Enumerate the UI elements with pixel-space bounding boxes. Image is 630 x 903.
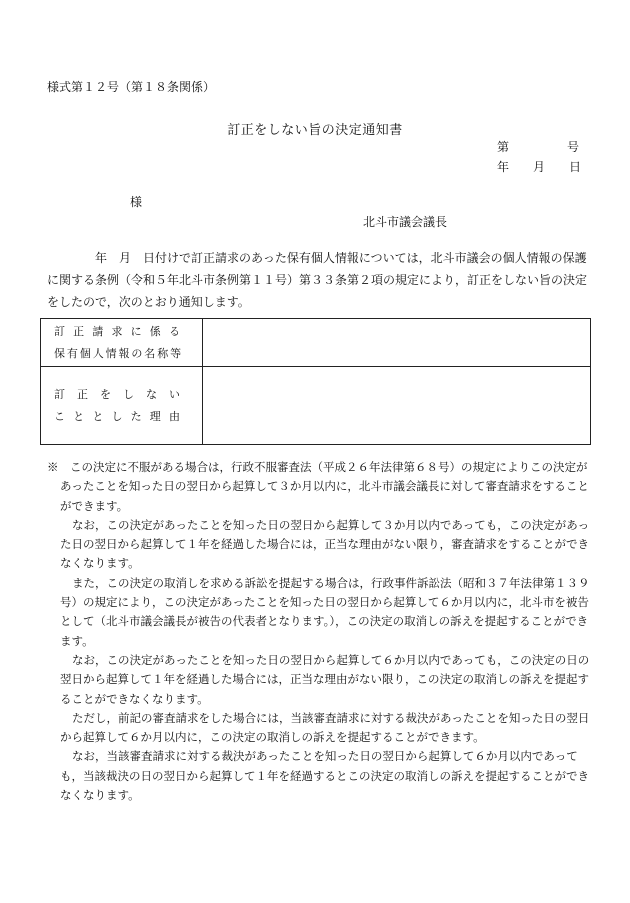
label-char: 請 xyxy=(92,324,104,338)
label-char: こ xyxy=(54,409,65,423)
label-reason xyxy=(41,367,203,445)
note-paragraph: なお，この決定があったことを知った日の翌日から起算して６か月以内であっても，この決定の日の翌日から起算して１年を経過した場合には，正当な理由がない限り，この決定の取消しの訴えを提起することができなくなります。 xyxy=(60,652,590,706)
form-number: 様式第１２号（第１８条関係） xyxy=(47,80,216,94)
label-subject-line2: 保有個人情報の名称等 xyxy=(54,346,183,360)
day-label: 日 xyxy=(569,160,582,174)
label-subject-info xyxy=(41,319,203,367)
year-label: 年 xyxy=(497,160,510,174)
label-char: を xyxy=(100,387,111,401)
note-paragraph: なお，この決定があったことを知った日の翌日から起算して３か月以内であっても，この決定があった日の翌日から起算して１年を経過した場合には，正当な理由がない限り，審査請求をすることができなくなります。 xyxy=(60,517,590,571)
notice-body-text: 年 月 日付けで訂正請求のあった保有個人情報については，北斗市議会の個人情報の保護に関する条例（令和５年北斗市条例第１１号）第３３条第２項の規定により，訂正をしない旨の決定をしたので，次のとおり通知します。 xyxy=(47,251,588,309)
label-reason-line2 xyxy=(54,406,180,428)
table-row-reason xyxy=(41,367,591,445)
label-char: し xyxy=(123,387,134,401)
label-char: 訂 xyxy=(54,387,65,401)
note-paragraph: なお，当該審査請求に対する裁決があったことを知った日の翌日から起算して６か月以内であっても，当該裁決の日の翌日から起算して１年を経過するとこの決定の取消しの訴えを提起することができなくなります。 xyxy=(60,749,589,803)
label-subject-line1 xyxy=(54,321,180,343)
label-char: 求 xyxy=(111,324,123,338)
month-label: 月 xyxy=(533,160,546,174)
label-char: 正 xyxy=(73,324,85,338)
label-char: 訂 xyxy=(54,324,65,338)
number-suffix: 号 xyxy=(567,140,580,154)
label-reason-line1 xyxy=(54,384,180,406)
value-reason[interactable] xyxy=(203,367,591,445)
note-mark: ※ xyxy=(47,460,59,474)
notes-section xyxy=(47,458,592,805)
info-table xyxy=(40,318,591,445)
note-paragraph: また，この決定の取消しを求める訴訟を提起する場合は，行政事件訴訟法（昭和３７年法律第１３９号）の規定により，この決定があったことを知った日の翌日から起算して６か月以内に，北斗市を被告として（北斗市議会議長が被告の代表者となります。），この決定の取消しの訴えを提起することができます。 xyxy=(60,575,590,648)
notice-body xyxy=(47,247,592,313)
label-char: な xyxy=(146,387,157,401)
label-char: る xyxy=(168,324,180,338)
table-row-subject xyxy=(41,319,591,367)
label-char: 正 xyxy=(77,387,88,401)
label-char: 係 xyxy=(149,324,161,338)
label-char: た xyxy=(130,409,142,423)
label-char: し xyxy=(111,409,123,423)
label-char: 理 xyxy=(149,409,161,423)
note-paragraph: ただし，前記の審査請求をした場合には，当該審査請求に対する裁決があったことを知った日の翌日から起算して６か月以内に，この決定の取消しの訴えを提起することができます。 xyxy=(60,710,590,745)
value-subject-info[interactable] xyxy=(203,319,591,367)
addressee-suffix: 様 xyxy=(130,195,143,209)
label-char: 由 xyxy=(168,409,180,423)
number-prefix: 第 xyxy=(497,140,510,154)
label-char: と xyxy=(92,409,104,423)
sender-name: 北斗市議会議長 xyxy=(363,215,448,229)
document-title: 訂正をしない旨の決定通知書 xyxy=(227,123,403,138)
note-paragraph: ※ この決定に不服がある場合は，行政不服審査法（平成２６年法律第６８号）の規定によりこの決定があったことを知った日の翌日から起算して３か月以内に，北斗市議会議長に対して審査請求をすることができます。 xyxy=(47,460,589,513)
label-char: に xyxy=(130,324,142,338)
label-char: と xyxy=(73,409,85,423)
label-char: い xyxy=(169,387,180,401)
